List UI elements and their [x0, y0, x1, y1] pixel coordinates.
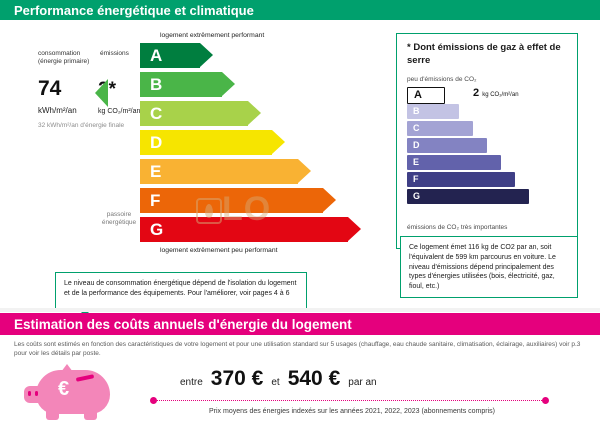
energy-class-row [108, 159, 368, 186]
cost-between-label: entre [180, 377, 203, 388]
cost-range [180, 367, 510, 391]
final-energy-note: 32 kWh/m²/an d'énergie finale [38, 122, 125, 129]
energy-class-letter: B [150, 75, 163, 94]
ges-emission-value: 2* [98, 79, 116, 100]
ges-title: * Dont émissions de gaz à effet de serre [407, 42, 561, 66]
ges-class-row [407, 121, 572, 137]
energy-class-row [108, 43, 368, 70]
cost-dotted-line [152, 400, 548, 401]
cost-and-label: et [271, 377, 280, 388]
energy-class-letter: E [150, 162, 162, 181]
energy-class-row [108, 130, 368, 157]
ges-subtitle: peu d'émissions de CO₂ [407, 76, 477, 83]
primary-energy-value: 74 [38, 77, 62, 100]
energy-class-scale [101, 32, 368, 254]
ges-footer-label: émissions de CO₂ très importantes [407, 224, 508, 231]
ges-class-letter: B [413, 106, 420, 116]
primary-energy-unit: kWh/m²/an [38, 106, 77, 115]
ges-class-letter: E [413, 157, 420, 167]
ges-current-value: 2 kg CO₂/m²/an [473, 87, 519, 99]
energy-class-letter: G [150, 220, 164, 239]
ges-emission-unit: kg CO₂/m²/an [98, 108, 141, 115]
section-divider [0, 308, 600, 312]
ges-class-row-current [407, 87, 572, 103]
costs-footer: Prix moyens des énergies indexés sur les années 2021, 2022, 2023 (abonnements compris) [209, 408, 495, 415]
bar-arrowhead [348, 217, 361, 241]
euro-sign-icon: € [58, 378, 70, 400]
bar-arrowhead [200, 43, 213, 67]
bar-arrowhead [248, 101, 261, 125]
piggy-nostril [28, 391, 31, 396]
costs-note: Les coûts sont estimés en fonction des caractéristiques de votre logement et pour une utilisation standard sur 5 usages (chauffage, eau chaude sanitaire, climatisation, éclairage, auxiliaires) voir p.3 pour voir les détails par poste. [14, 341, 581, 358]
ges-class-row [407, 155, 572, 171]
cost-per-year-label: par an [348, 377, 377, 388]
ges-class-letter: C [413, 123, 420, 133]
cost-line-endpoint-left [150, 397, 157, 404]
energy-class-row [108, 72, 368, 99]
scale-caption-bottom: logement extrêmement peu performant [160, 247, 278, 254]
consumption-label: consommation (énergie primaire) [38, 50, 90, 66]
energy-class-letter: A [150, 46, 163, 65]
page-title: Performance énergétique et climatique [14, 2, 254, 18]
bar-arrowhead [272, 130, 285, 154]
energy-class-letter: F [150, 191, 161, 210]
piggy-body [36, 370, 110, 414]
section-header-performance [0, 0, 600, 20]
ges-current-unit: kg CO₂/m²/an [482, 92, 519, 98]
bar-arrowhead [222, 72, 235, 96]
watermark-logo: LO [196, 190, 271, 229]
ges-class-row [407, 138, 572, 154]
emissions-label: émissions [100, 50, 129, 57]
energy-class-row [108, 101, 368, 128]
cost-min-amount: 370 € [210, 367, 264, 390]
ges-class-letter: D [413, 140, 420, 150]
ges-class-letter: A [414, 89, 422, 101]
bar-arrowhead [323, 188, 336, 212]
section-header-costs [0, 313, 600, 335]
ges-class-letter: G [413, 191, 421, 201]
passoire-energetique-label: passoire énergétique [101, 211, 137, 227]
energy-class-letter: D [150, 133, 163, 152]
callout-co2-info: Ce logement émet 116 kg de CO2 par an, soit l'équivalent de 599 km parcourus en voiture. Le niveau d'émissions dépend principalement des types d'énergies utilisées (bois, électricité, gaz, fioul, etc.) [400, 236, 578, 298]
energy-class-row [108, 188, 368, 215]
costs-title: Estimation des coûts annuels d'énergie du logement [14, 316, 352, 332]
piggy-nostril [35, 391, 38, 396]
current-class-marker-icon [95, 79, 108, 107]
piggy-bank-icon [24, 362, 134, 420]
ges-panel [396, 33, 578, 249]
energy-class-letter: C [150, 104, 163, 123]
energy-class-row [108, 217, 368, 244]
ges-class-row [407, 189, 572, 205]
piggy-leg [84, 410, 97, 420]
bar-arrowhead [298, 159, 311, 183]
ges-class-letter: F [413, 174, 419, 184]
piggy-leg [46, 410, 59, 420]
ges-class-row [407, 172, 572, 188]
ges-class-scale [407, 87, 572, 206]
callout-energy-advice: Le niveau de consommation énergétique dépend de l'isolation du logement et de la performance des équipements. Pour l'améliorer, voir pages 4 à 6 [55, 272, 307, 310]
scale-caption-top: logement extrêmement performant [160, 32, 265, 39]
ges-class-row [407, 104, 572, 120]
cost-line-endpoint-right [542, 397, 549, 404]
cost-max-amount: 540 € [287, 367, 341, 390]
